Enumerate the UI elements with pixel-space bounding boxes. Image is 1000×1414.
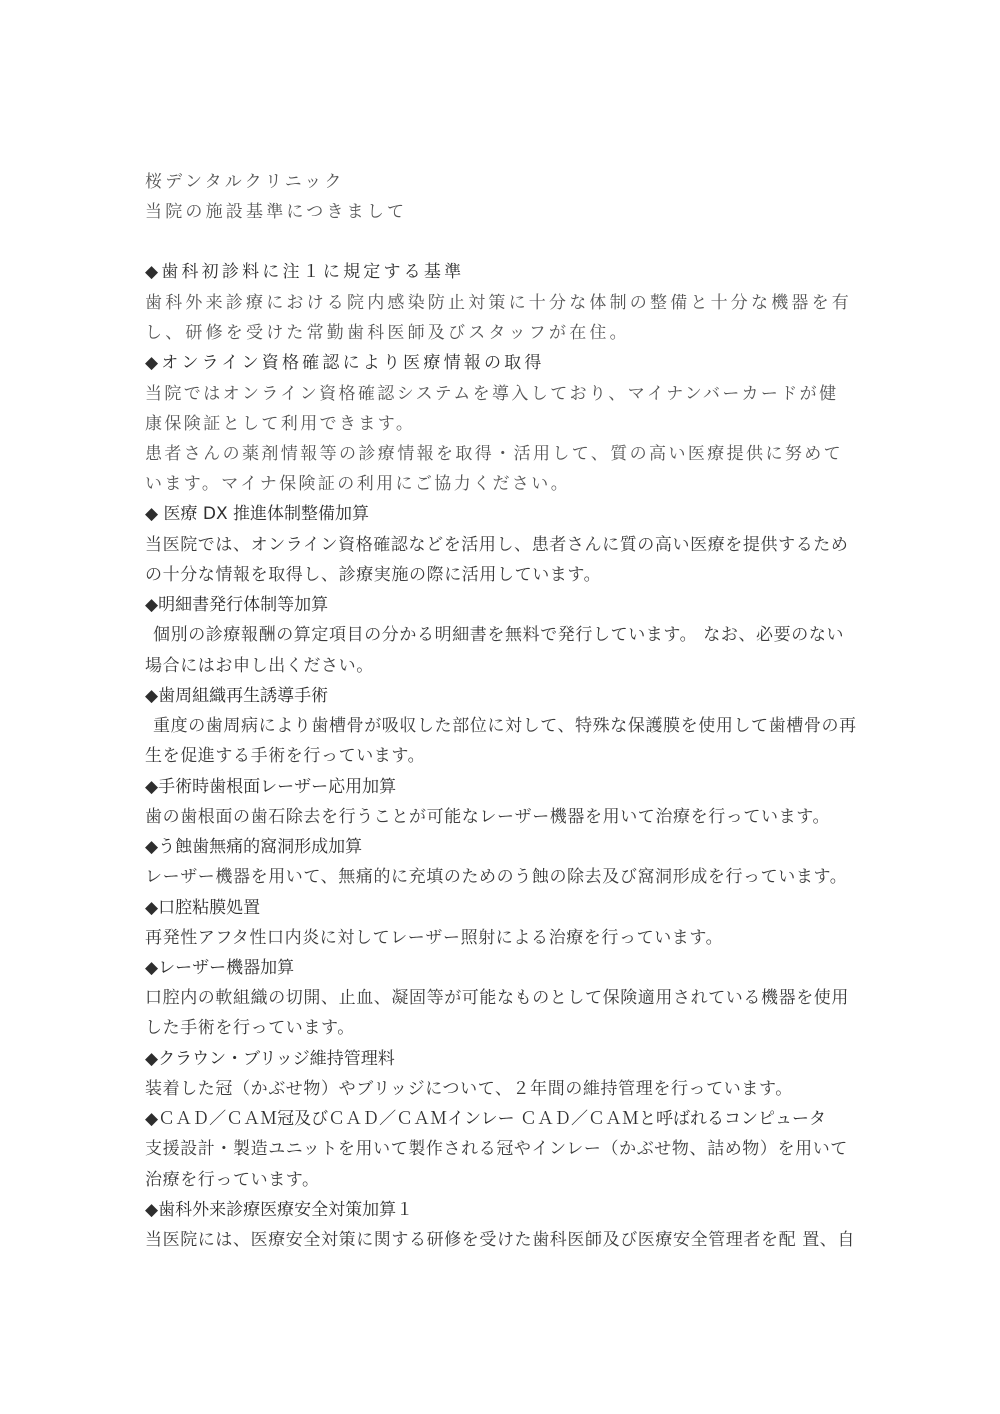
body-line: した手術を行っています。 (145, 1018, 355, 1038)
body-line: 生を促進する手術を行っています。 (145, 746, 426, 766)
body-line: 場合にはお申し出ください。 (145, 656, 374, 676)
body-line: 再発性アフタ性口内炎に対してレーザー照射による治療を行っています。 (145, 928, 724, 948)
section-heading: ◆明細書発行体制等加算 (145, 595, 329, 615)
section-heading: ◆口腔粘膜処置 (145, 898, 261, 918)
body-line: 支援設計・製造ユニットを用いて製作される冠やインレー（かぶせ物、詰め物）を用いて (145, 1139, 848, 1159)
body-line: 当医院には、医療安全対策に関する研修を受けた歯科医師及び医療安全管理者を配 置、自 (145, 1230, 856, 1250)
body-line: 当院ではオンライン資格確認システムを導入しており、マイナンバーカードが健 (145, 384, 839, 404)
section-heading: ◆歯科初診料に注１に規定する基準 (145, 262, 465, 282)
body-line: 歯科外来診療における院内感染防止対策に十分な体制の整備と十分な機器を有 (145, 293, 852, 313)
section-heading: ◆ 医療 DX 推進体制整備加算 (145, 504, 370, 524)
body-line: 患者さんの薬剤情報等の診療情報を取得・活用して、質の高い医療提供に努めて (145, 444, 844, 464)
document-title: 当院の施設基準につきまして (145, 202, 408, 222)
body-line: の十分な情報を取得し、診療実施の際に活用しています。 (145, 565, 602, 585)
body-line: レーザー機器を用いて、無痛的に充填のためのう蝕の除去及び窩洞形成を行っています。 (145, 867, 848, 887)
body-line: 重度の歯周病により歯槽骨が吸収した部位に対して、特殊な保護膜を使用して歯槽骨の再 (153, 716, 857, 736)
body-line: 個別の診療報酬の算定項目の分かる明細書を無料で発行しています。 なお、必要のない (153, 625, 845, 645)
body-line: 口腔内の軟組織の切開、止血、凝固等が可能なものとして保険適用されている機器を使用 (145, 988, 849, 1008)
body-line: 康保険証として利用できます。 (145, 414, 416, 434)
body-line: し、研修を受けた常勤歯科医師及びスタッフが在住。 (145, 323, 630, 343)
section-heading: ◆手術時歯根面レーザー応用加算 (145, 777, 397, 797)
body-line: 装着した冠（かぶせ物）やブリッジについて、２年間の維持管理を行っています。 (145, 1079, 793, 1099)
section-heading: ◆オンライン資格確認により医療情報の取得 (145, 353, 545, 373)
section-heading: ◆歯科外来診療医療安全対策加算１ (145, 1200, 414, 1220)
section-heading: ◆ＣＡＤ／ＣＡＭ冠及びＣＡＤ／ＣＡＭインレー ＣＡＤ／ＣＡＭと呼ばれるコンピュータ (145, 1109, 827, 1129)
section-heading: ◆レーザー機器加算 (145, 958, 295, 978)
body-line: 歯の歯根面の歯石除去を行うことが可能なレーザー機器を用いて治療を行っています。 (145, 807, 831, 827)
body-line: います。マイナ保険証の利用にご協力ください。 (145, 474, 571, 494)
section-heading: ◆歯周組織再生誘導手術 (145, 686, 329, 706)
section-heading: ◆クラウン・ブリッジ維持管理料 (145, 1049, 395, 1069)
body-line: 治療を行っています。 (145, 1170, 320, 1190)
clinic-name: 桜デンタルクリニック (145, 172, 345, 192)
body-line: 当医院では、オンライン資格確認などを活用し、患者さんに質の高い医療を提供するため (145, 535, 849, 555)
section-heading: ◆う蝕歯無痛的窩洞形成加算 (145, 837, 363, 857)
